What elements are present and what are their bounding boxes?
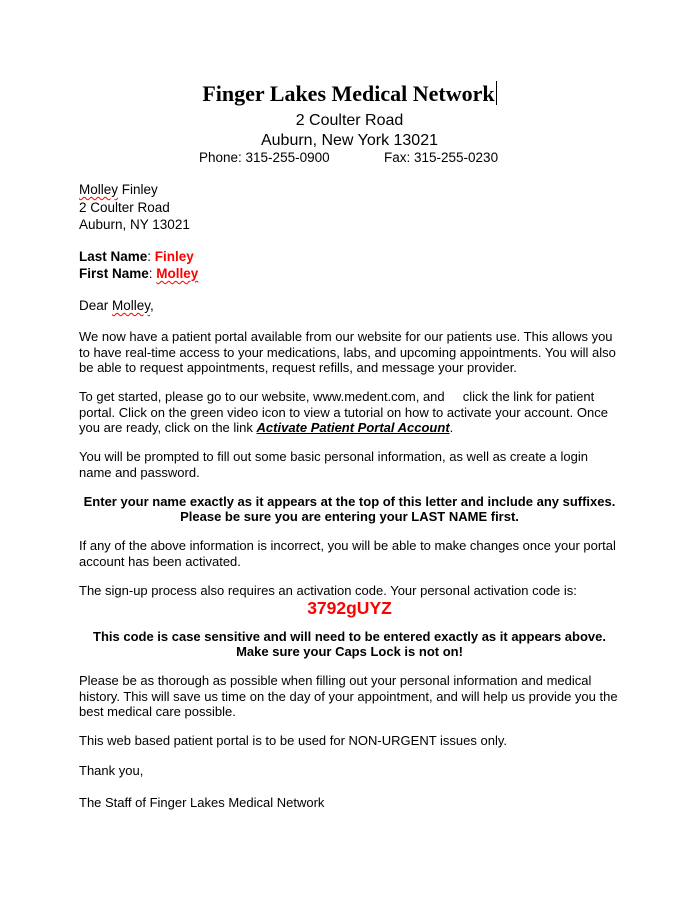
last-name-value: Finley [154,249,194,264]
thorough-paragraph: Please be as thorough as possible when filling out your personal information and medical history. This will save us time on the day of your appointment, and will help us provide you the best medical care possible. [79,673,618,719]
org-fax: Fax: 315-255-0230 [384,150,499,165]
get-started-end: . [449,420,454,435]
intro-paragraph: We now have a patient portal available from our website for our patients use. This allows you to have real-time access to your medications, labs, and upcoming appointments. You will also be able to request appointments, request refills, and message your provider. [79,329,616,375]
recipient-address-line2: Auburn, NY 13021 [79,217,190,232]
enter-name-instruction-2: Please be sure you are entering your LAST NAME first. [180,509,519,524]
case-sensitive-note-2: Make sure your Caps Lock is not on! [236,644,463,659]
org-address-line2: Auburn, New York 13021 [260,132,438,149]
incorrect-info-paragraph: If any of the above information is incorrect, you will be able to make changes once your portal account has been activated. [79,538,616,569]
recipient-first-name: Molley [79,182,119,197]
last-name-label: Last Name [79,249,148,264]
first-name-label: First Name [79,266,149,281]
greeting [79,298,154,313]
recipient-name [79,182,158,197]
greeting-prefix: Dear [79,298,109,313]
non-urgent-paragraph: This web based patient portal is to be used for NON-URGENT issues only. [79,733,507,748]
org-phone: Phone: 315-255-0900 [199,150,330,165]
get-started-text-1: To get started, please go to our website, www.medent.com, and [79,389,445,404]
greeting-name: Molley [112,298,151,313]
organization-title [0,81,699,107]
first-name-value: Molley [156,266,199,281]
enter-name-instruction-1: Enter your name exactly as it appears at the top of this letter and include any suffixes. [83,494,616,509]
prompted-paragraph: You will be prompted to fill out some basic personal information, as well as create a login name and password. [79,449,588,480]
first-name-row: First Name: Molley [79,266,199,281]
last-name-row: Last Name: Finley [79,249,194,264]
signature-line: The Staff of Finger Lakes Medical Network [79,795,325,810]
thanks-line: Thank you, [79,763,144,778]
org-address-line1: 2 Coulter Road [295,112,404,129]
recipient-address-line1: 2 Coulter Road [79,200,170,215]
get-started-text-2: click the link for patient portal. Click on the green video icon to view a tutorial on how to activate your account. Once you are ready, click on the link [79,389,608,435]
activate-portal-link[interactable]: Activate Patient Portal Account [256,420,450,435]
greeting-suffix: , [150,298,154,313]
case-sensitive-note-1: This code is case sensitive and will need to be entered exactly as it appears above. [93,629,606,644]
activation-code: 3792gUYZ [307,598,392,618]
organization-name: Finger Lakes Medical Network [202,81,495,106]
text-cursor [496,81,497,105]
signup-paragraph: The sign-up process also requires an activation code. Your personal activation code is: [79,583,577,598]
recipient-last-name: Finley [121,182,158,197]
get-started-paragraph [79,389,624,436]
